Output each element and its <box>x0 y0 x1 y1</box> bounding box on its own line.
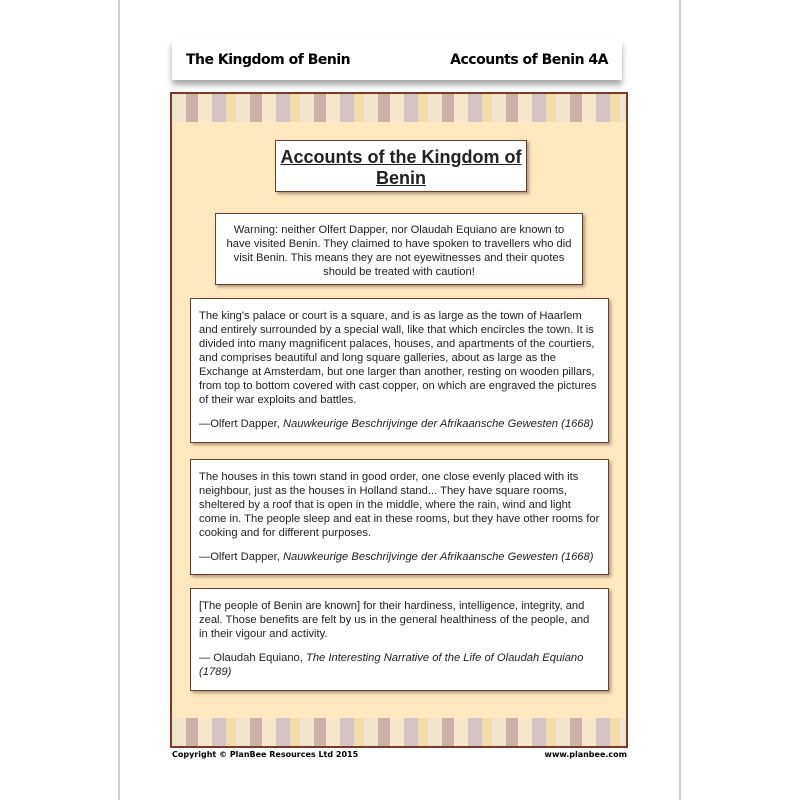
quote-citation: —Olfert Dapper, Nauwkeurige Beschrijvinge der Afrikaansche Gewesten (1668) <box>199 551 594 563</box>
header-lesson: Accounts of Benin 4A <box>450 52 608 68</box>
quote-box <box>190 298 609 443</box>
pattern-border-bottom <box>172 718 626 746</box>
quote-citation: —Olfert Dapper, Nauwkeurige Beschrijvinge der Afrikaansche Gewesten (1668) <box>199 418 594 430</box>
header-bar <box>172 40 622 80</box>
page-title: Accounts of the Kingdom of Benin <box>275 140 527 192</box>
copyright-text: Copyright © PlanBee Resources Ltd 2015 <box>172 750 359 759</box>
quote-citation: — Olaudah Equiano, The Interesting Narrative of the Life of Olaudah Equiano (1789) <box>199 652 584 678</box>
pattern-border-top <box>172 94 626 122</box>
header-title: The Kingdom of Benin <box>186 52 351 68</box>
quote-text: The houses in this town stand in good order, one close evenly placed with its neighbour, just as the houses in Holland stand... They have square rooms, sheltered by a roof that is open in the middle, where the rain, wind and light come in. The people sleep and eat in these rooms, but they have other rooms for cooking and for different purposes. <box>199 471 600 539</box>
quote-box <box>190 459 609 575</box>
quote-box <box>190 588 609 691</box>
warning-box: Warning: neither Olfert Dapper, nor Olaudah Equiano are known to have visited Benin. They claimed to have spoken to travellers who did visit Benin. This means they are not eyewitnesses and their quotes should be treated with caution! <box>215 213 583 285</box>
website-link[interactable]: www.planbee.com <box>544 750 627 759</box>
quote-text: [The people of Benin are known] for their hardiness, intelligence, integrity, and zeal. Those benefits are felt by us in the general healthiness of the people, and in their vigour and activity. <box>199 600 590 640</box>
quote-text: The king's palace or court is a square, and is as large as the town of Haarlem and entirely surrounded by a special wall, like that which encircles the town. It is divided into many magnificent palaces, houses, and apartments of the courtiers, and comprises beautiful and long square galleries, about as large as the Exchange at Amsterdam, but one larger than another, resting on wooden pillars, from top to bottom covered with cast copper, on which are engraved the pictures of their war exploits and battles. <box>199 310 597 406</box>
